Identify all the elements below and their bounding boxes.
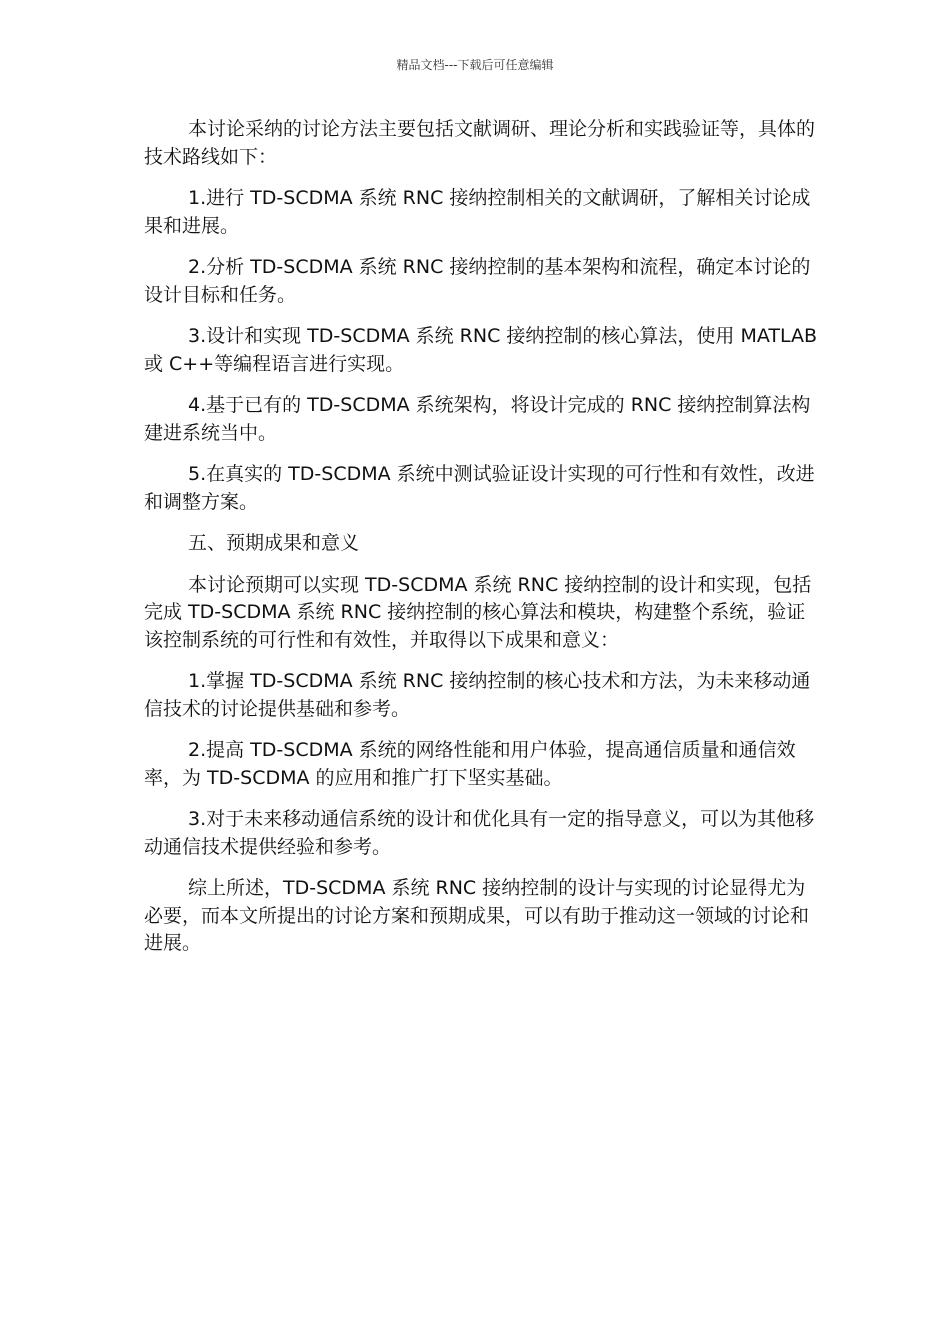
paragraph-step-4: 4.基于已有的 TD-SCDMA 系统架构，将设计完成的 RNC 接纳控制算法构建进系统当中。 bbox=[144, 394, 811, 444]
page-header: 精品文档---下载后可任意编辑 bbox=[396, 58, 554, 72]
paragraph-result-3: 3.对于未来移动通信系统的设计和优化具有一定的指导意义，可以为其他移动通信技术提供经验和参考。 bbox=[144, 808, 815, 858]
paragraph-methods-intro: 本讨论采纳的讨论方法主要包括文献调研、理论分析和实践验证等，具体的技术路线如下： bbox=[144, 118, 816, 168]
document-body bbox=[144, 116, 820, 972]
paragraph-step-2: 2.分析 TD-SCDMA 系统 RNC 接纳控制的基本架构和流程，确定本讨论的设计目标和任务。 bbox=[144, 256, 811, 306]
paragraph-step-1: 1.进行 TD-SCDMA 系统 RNC 接纳控制相关的文献调研，了解相关讨论成果和进展。 bbox=[144, 187, 811, 237]
section-heading-expected-results: 五、预期成果和意义 bbox=[188, 532, 360, 554]
paragraph-result-2: 2.提高 TD-SCDMA 系统的网络性能和用户体验，提高通信质量和通信效率，为 TD-SCDMA 的应用和推广打下坚实基础。 bbox=[144, 739, 796, 789]
paragraph-expected-intro: 本讨论预期可以实现 TD-SCDMA 系统 RNC 接纳控制的设计和实现，包括完成 TD-SCDMA 系统 RNC 接纳控制的核心算法和模块，构建整个系统，验证该控制系统的可行性和有效性，并取得以下成果和意义： bbox=[144, 573, 812, 651]
paragraph-result-1: 1.掌握 TD-SCDMA 系统 RNC 接纳控制的核心技术和方法，为未来移动通信技术的讨论提供基础和参考。 bbox=[144, 670, 811, 720]
paragraph-step-3: 3.设计和实现 TD-SCDMA 系统 RNC 接纳控制的核心算法，使用 MATLAB 或 C++等编程语言进行实现。 bbox=[144, 325, 818, 375]
paragraph-conclusion: 综上所述，TD-SCDMA 系统 RNC 接纳控制的设计与实现的讨论显得尤为必要，而本文所提出的讨论方案和预期成果，可以有助于推动这一领域的讨论和进展。 bbox=[144, 877, 810, 954]
paragraph-step-5: 5.在真实的 TD-SCDMA 系统中测试验证设计实现的可行性和有效性，改进和调整方案。 bbox=[144, 463, 815, 513]
